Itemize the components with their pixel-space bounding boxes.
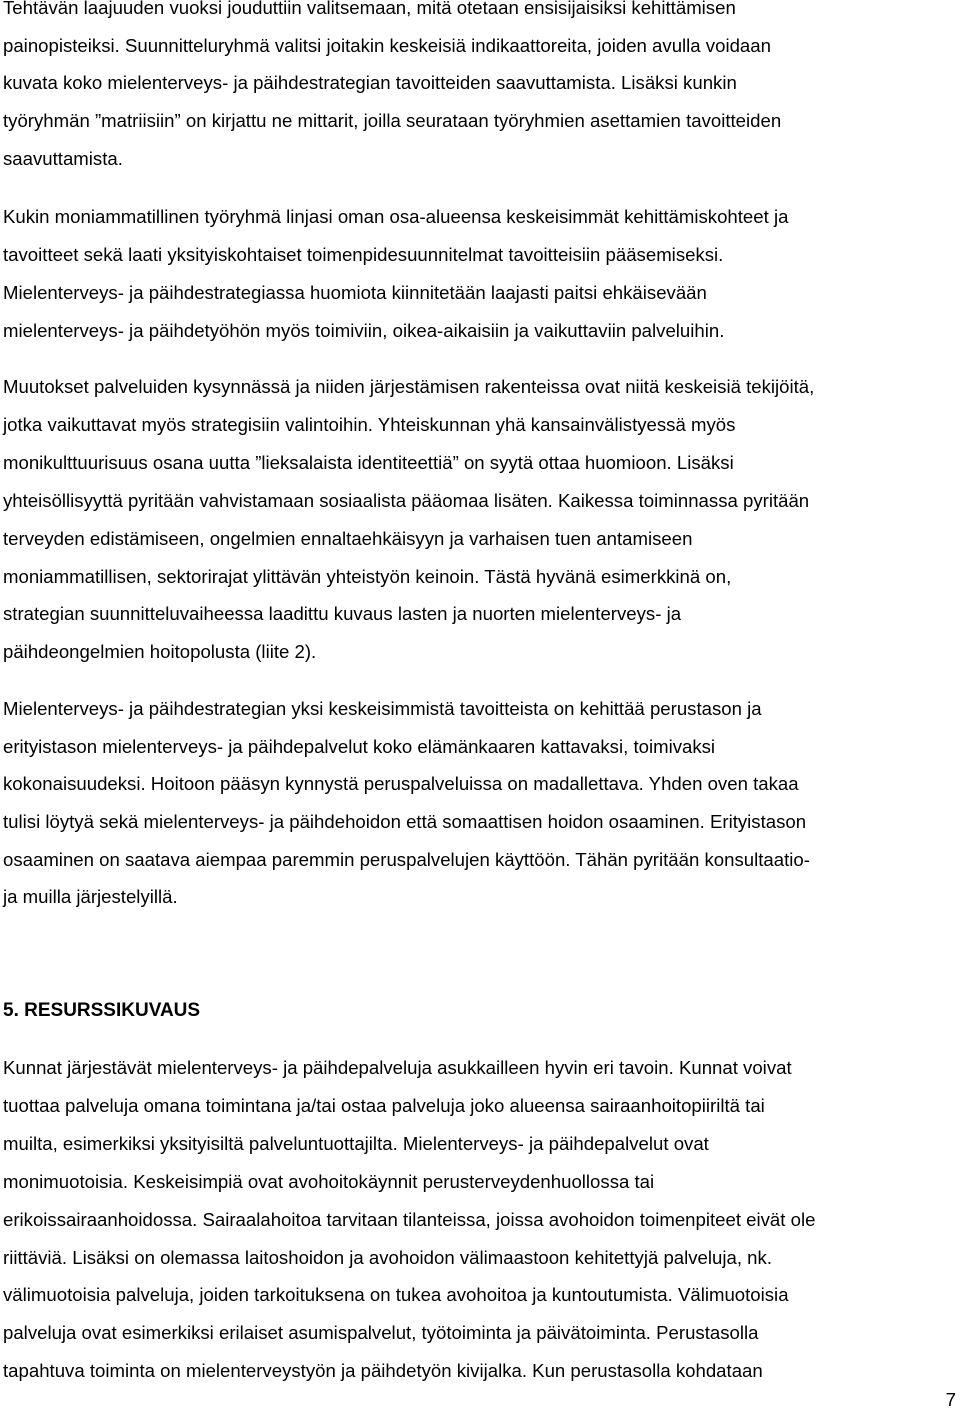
text-line: riittäviä. Lisäksi on olemassa laitoshoidon ja avohoidon välimaastoon kehitettyjä palveluja, nk. [3,1247,772,1268]
text-line: monimuotoisia. Keskeisimpiä ovat avohoitokäynnit perusterveydenhuollossa tai [3,1171,655,1192]
section-heading: 5. RESURSSIKUVAUS [3,1000,201,1021]
text-line: päihdeongelmien hoitopolusta (liite 2). [3,641,317,662]
text-line: tavoitteet sekä laati yksityiskohtaiset toimenpidesuunnitelmat tavoitteisiin pääsemiseksi. [3,244,724,265]
text-line: ja muilla järjestelyillä. [3,886,178,907]
text-line: Kukin moniammatillinen työryhmä linjasi oman osa-alueensa keskeisimmät kehittämiskohteet ja [3,206,789,227]
text-line: erikoissairaanhoidossa. Sairaalahoitoa tarvitaan tilanteissa, joissa avohoidon toimenpiteet eivät ole [3,1209,816,1230]
text-line: painopisteiksi. Suunnitteluryhmä valitsi joitakin keskeisiä indikaattoreita, joiden avulla voidaan [3,35,771,56]
text-line: Tehtävän laajuuden vuoksi jouduttiin valitsemaan, mitä otetaan ensisijaisiksi kehittämisen [3,0,736,18]
text-line: kokonaisuudeksi. Hoitoon pääsyn kynnystä peruspalveluissa on madallettava. Yhden oven takaa [3,773,799,794]
page-number: 7 [945,1389,956,1410]
text-line: tulisi löytyä sekä mielenterveys- ja päihdehoidon että somaattisen hoidon osaaminen. Erityistason [3,811,807,832]
text-line: saavuttamista. [3,148,123,169]
text-line: mielenterveys- ja päihdetyöhön myös toimiviin, oikea-aikaisiin ja vaikuttaviin palveluihin. [3,320,725,341]
text-line: yhteisöllisyyttä pyritään vahvistamaan sosiaalista pääomaa lisäten. Kaikessa toiminnassa pyritään [3,490,810,511]
text-line: palveluja ovat esimerkiksi erilaiset asumispalvelut, työtoiminta ja päivätoiminta. Perustasolla [3,1322,759,1343]
text-line: erityistason mielenterveys- ja päihdepalvelut koko elämänkaaren kattavaksi, toimivaksi [3,736,716,757]
text-line: tapahtuva toiminta on mielenterveystyön ja päihdetyön kivijalka. Kun perustasolla kohdataan [3,1360,763,1381]
text-line: kuvata koko mielenterveys- ja päihdestrategian tavoitteiden saavuttamista. Lisäksi kunkin [3,72,737,93]
text-line: työryhmän ”matriisiin” on kirjattu ne mittarit, joilla seurataan työryhmien asettamien tavoitteiden [3,110,782,131]
text-line: muilta, esimerkiksi yksityisiltä palveluntuottajilta. Mielenterveys- ja päihdepalvelut ovat [3,1133,709,1154]
text-line: välimuotoisia palveluja, joiden tarkoituksena on tukea avohoitoa ja kuntoutumista. Välimuotoisia [3,1284,789,1305]
text-line: Mielenterveys- ja päihdestrategian yksi keskeisimmistä tavoitteista on kehittää perustason ja [3,698,762,719]
text-line: strategian suunnitteluvaiheessa laadittu kuvaus lasten ja nuorten mielenterveys- ja [3,603,682,624]
text-line: Kunnat järjestävät mielenterveys- ja päihdepalveluja asukkailleen hyvin eri tavoin. Kunnat voivat [3,1057,792,1078]
text-line: tuottaa palveluja omana toimintana ja/tai ostaa palveluja joko alueensa sairaanhoitopiiriltä tai [3,1095,765,1116]
text-line: jotka vaikuttavat myös strategisiin valintoihin. Yhteiskunnan yhä kansainvälistyessä myös [3,414,736,435]
text-line: Muutokset palveluiden kysynnässä ja niiden järjestämisen rakenteissa ovat niitä keskeisiä tekijöitä, [3,376,815,397]
text-line: terveyden edistämiseen, ongelmien ennaltaehkäisyyn ja varhaisen tuen antamiseen [3,528,693,549]
text-line: moniammatillisen, sektorirajat ylittävän yhteistyön keinoin. Tästä hyvänä esimerkkinä on, [3,566,732,587]
text-line: osaaminen on saatava aiempaa paremmin peruspalvelujen käyttöön. Tähän pyritään konsultaatio- [3,849,810,870]
text-line: Mielenterveys- ja päihdestrategiassa huomiota kiinnitetään laajasti paitsi ehkäisevään [3,282,707,303]
text-line: monikulttuurisuus osana uutta ”lieksalaista identiteettiä” on syytä ottaa huomioon. Lisäksi [3,452,734,473]
